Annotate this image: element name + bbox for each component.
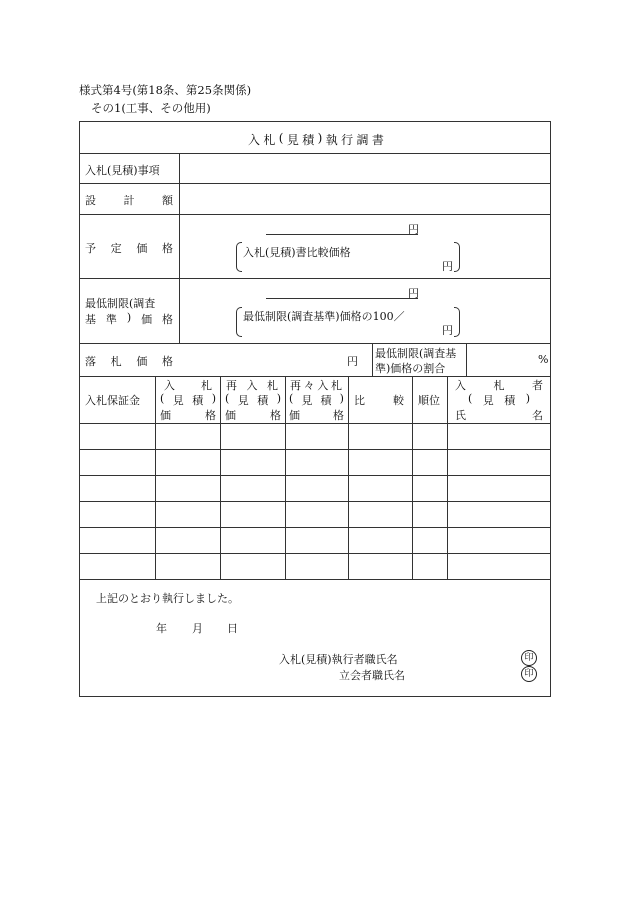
award-price-unit: 円 [347, 355, 358, 368]
rerebid-header-3: 価 格 [289, 409, 344, 422]
bidder-header-1: 入 札 者 [455, 379, 543, 392]
award-price-label: 落 札 価 格 [85, 355, 173, 368]
bid-price-header-2: ( 見 積 ) [160, 392, 216, 407]
min-limit-ratio-unit: 円 [442, 324, 453, 337]
form-subtitle: その1(工事、その他用) [91, 101, 211, 115]
date-month: 月 [192, 622, 203, 635]
execution-report-form [79, 121, 551, 697]
deposit-header: 入札保証金 [85, 394, 140, 407]
ratio-label-1: 最低制限(調査基 [375, 347, 457, 360]
min-limit-label-1: 最低制限(調査 [85, 297, 156, 310]
rebid-header-2: ( 見 積 ) [225, 392, 281, 407]
planned-price-label: 予 定 価 格 [85, 242, 173, 255]
comparison-bracket-right [454, 242, 460, 272]
comparison-bracket-left [236, 242, 242, 272]
executor-seal: 印 [521, 650, 537, 666]
bid-price-header-1: 入 札 [164, 379, 212, 392]
rerebid-header-1: 再 々 入 札 [290, 379, 342, 392]
ratio-label-2: 準)価格の割合 [375, 362, 446, 375]
min-limit-ratio-label: 最低制限(調査基準)価格の100／ [243, 310, 405, 323]
comparison-header: 比 較 [354, 394, 404, 407]
ratio-unit: % [538, 353, 549, 366]
planned-price-unit: 円 [408, 223, 419, 236]
rerebid-header-2: ( 見 積 ) [289, 392, 344, 407]
ratio-bracket-left [236, 307, 242, 337]
bid-item-label: 入札(見積)事項 [85, 164, 160, 177]
witness-name-label: 立会者職氏名 [339, 669, 405, 682]
ratio-bracket-right [454, 307, 460, 337]
min-limit-label-2: 基 準 ) 価 格 [85, 311, 173, 326]
witness-seal: 印 [521, 666, 537, 682]
execution-statement: 上記のとおり執行しました。 [96, 592, 239, 605]
date-day: 日 [227, 622, 238, 635]
bidder-header-3: 氏 名 [455, 409, 543, 422]
comparison-price-unit: 円 [442, 260, 453, 273]
design-amount-label: 設 計 額 [85, 194, 173, 207]
rebid-header-3: 価 格 [225, 409, 281, 422]
bid-price-header-3: 価 格 [160, 409, 216, 422]
min-limit-unit: 円 [408, 287, 419, 300]
form-title: 入 札 ( 見 積 ) 執 行 調 書 [248, 131, 384, 147]
executor-name-label: 入札(見積)執行者職氏名 [279, 653, 398, 666]
date-year: 年 [156, 622, 167, 635]
bidder-header-2: ( 見 積 ) [468, 392, 530, 407]
rebid-header-1: 再 入 札 [226, 379, 278, 392]
comparison-price-label: 入札(見積)書比較価格 [243, 246, 351, 259]
rank-header: 順位 [418, 394, 440, 407]
form-number: 様式第4号(第18条、第25条関係) [79, 83, 252, 97]
